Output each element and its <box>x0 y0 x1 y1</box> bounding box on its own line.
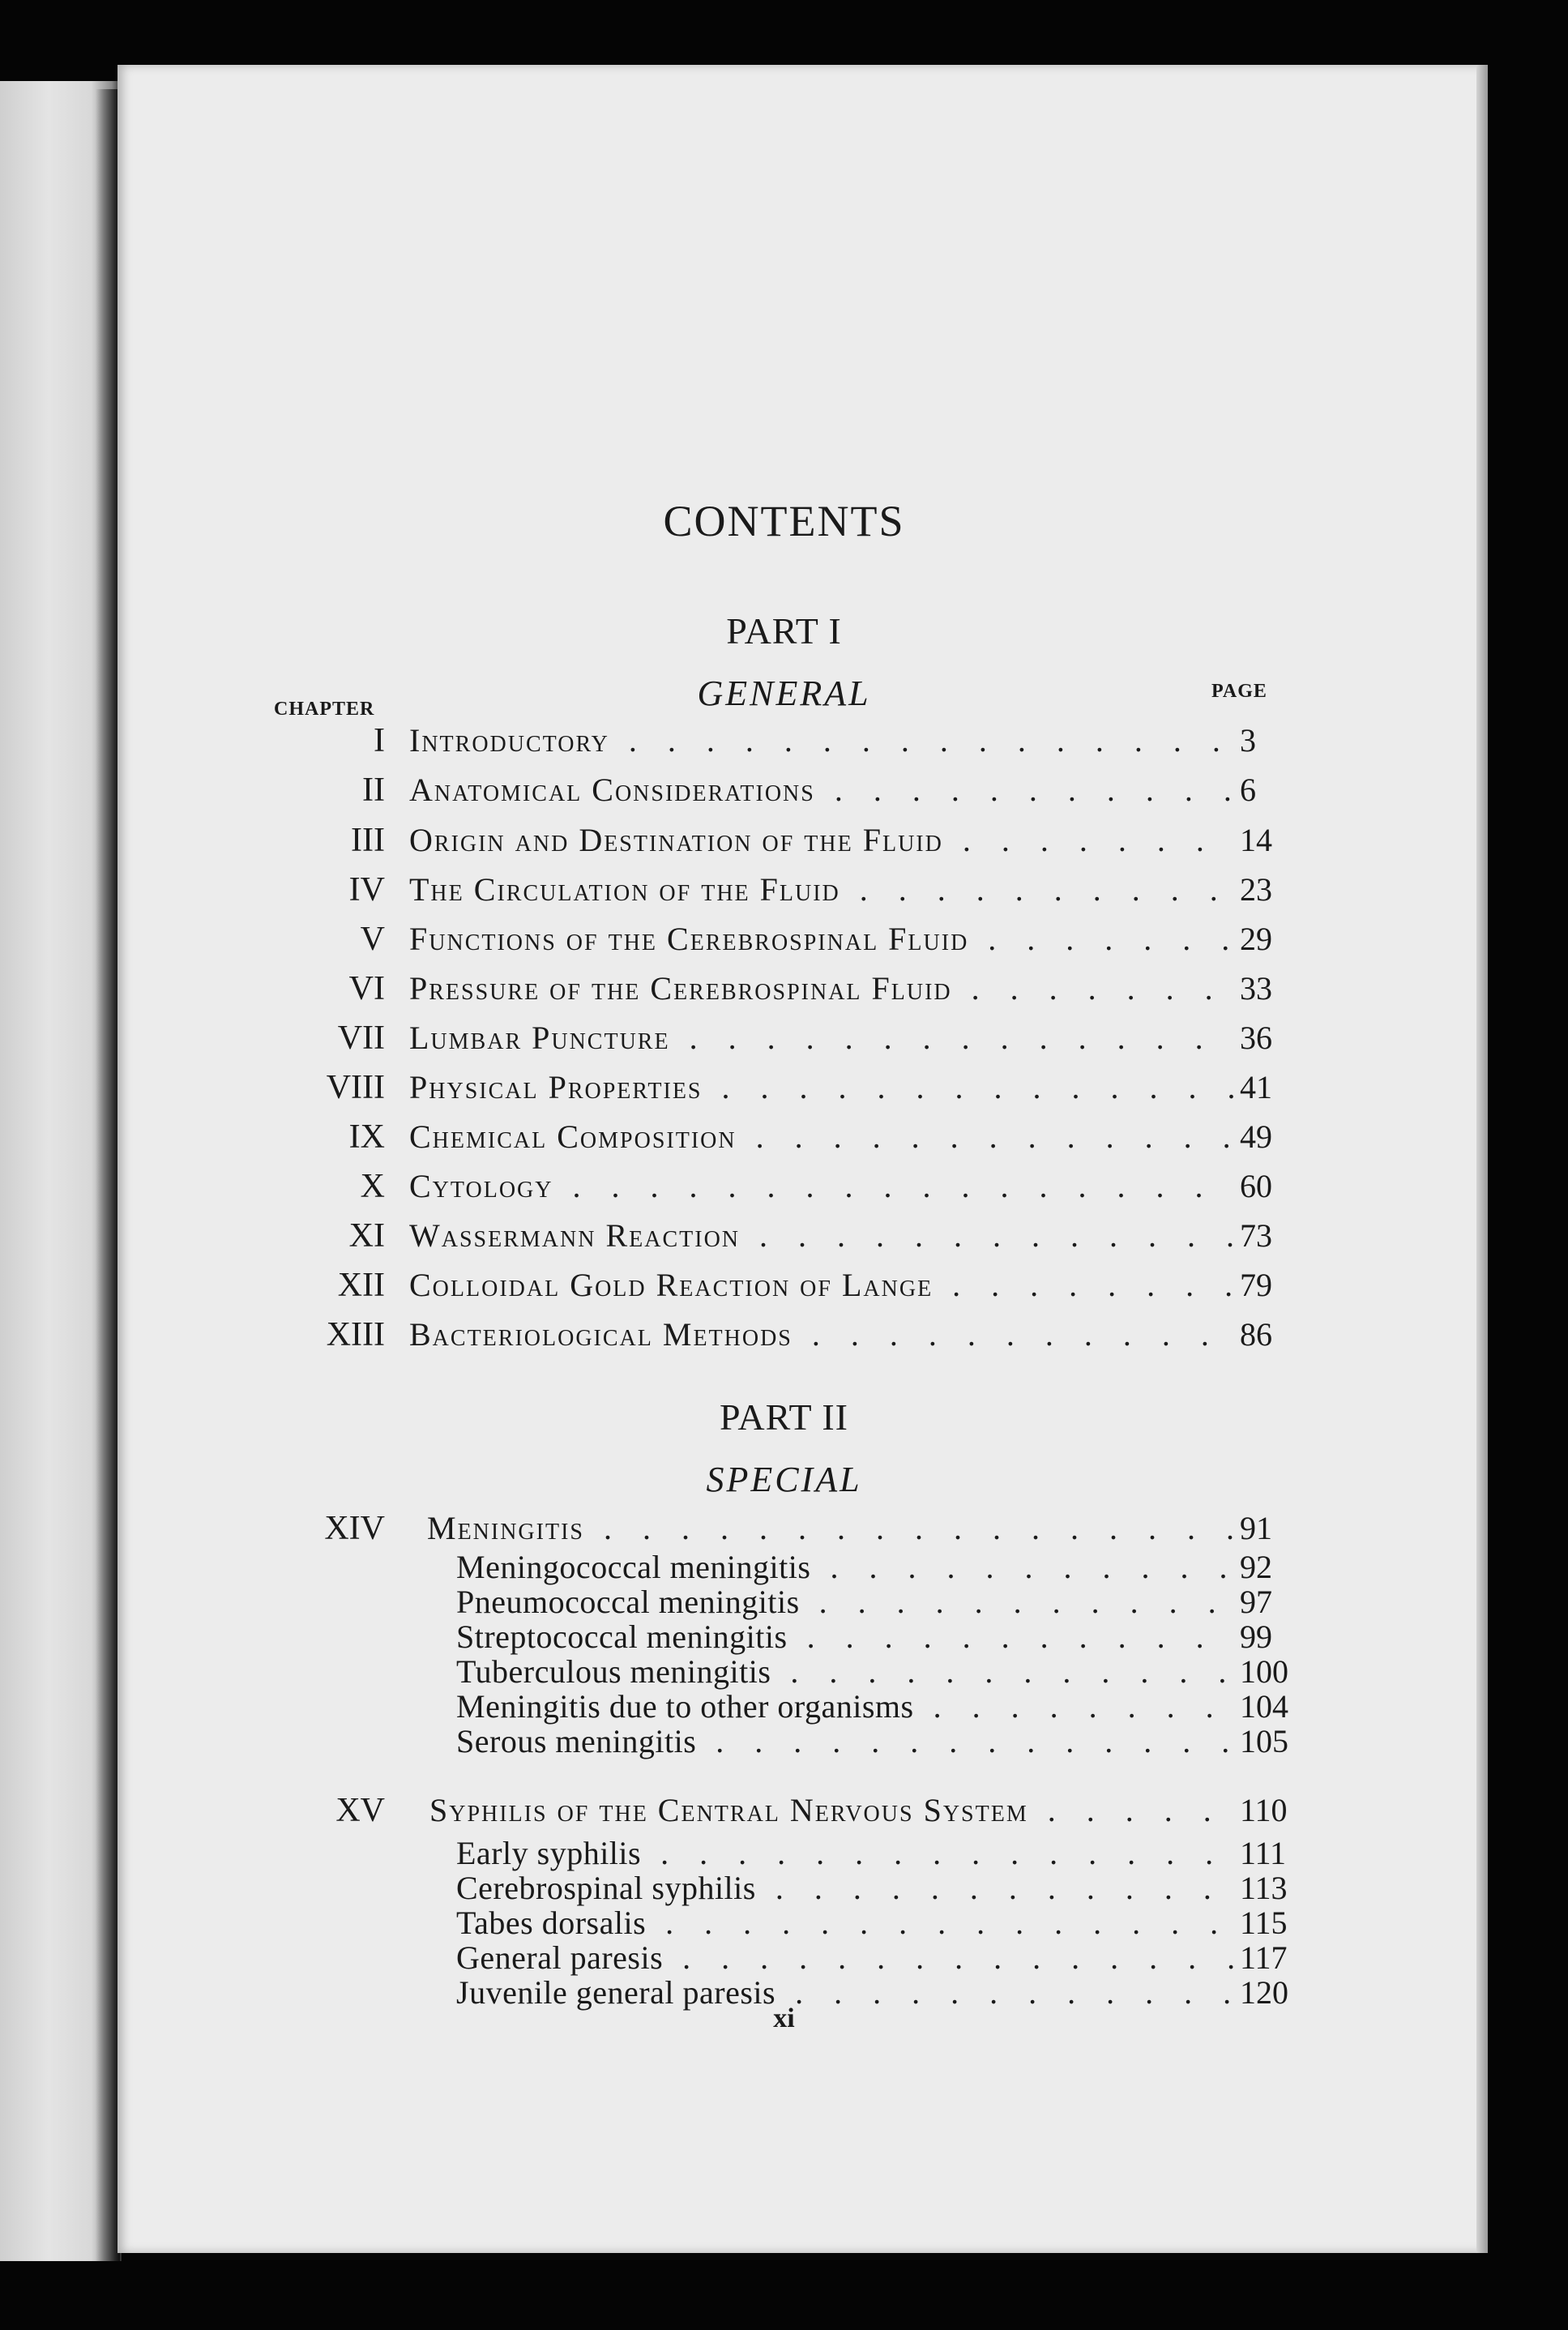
toc-row[interactable] <box>0 771 1568 816</box>
page-number: 104 <box>1240 1688 1288 1725</box>
page-number: 29 <box>1240 921 1272 957</box>
toc-row[interactable] <box>0 721 1568 767</box>
page-number: 33 <box>1240 970 1272 1007</box>
chapter-number: III <box>351 822 385 859</box>
chapter-title: Chemical Composition . . . <box>409 1118 1236 1156</box>
chapter-number: IV <box>348 871 385 908</box>
section-title: Juvenile general paresis . . . <box>456 1973 1236 2011</box>
chapter-title: The Circulation of the Fluid . . . <box>409 870 1236 908</box>
chapter-title: Lumbar Puncture . . . <box>409 1019 1236 1057</box>
toc-row[interactable] <box>0 1791 1568 1836</box>
section-title: Pneumococcal meningitis . . . <box>456 1583 1236 1621</box>
chapter-number: VII <box>337 1020 385 1057</box>
page-number: 92 <box>1240 1549 1272 1585</box>
chapter-number: I <box>374 722 385 759</box>
chapter-title: Cytology . . . <box>409 1167 1236 1205</box>
page-number: 113 <box>1240 1870 1288 1906</box>
chapter-number: V <box>360 921 385 958</box>
chapter-title: Introductory . . . <box>409 721 1236 759</box>
chapter-number: XI <box>348 1217 385 1255</box>
page-number: 41 <box>1240 1069 1272 1105</box>
chapter-title: Wassermann Reaction . . . <box>409 1216 1236 1255</box>
chapter-number: X <box>360 1168 385 1205</box>
section-title: Serous meningitis . . . <box>456 1722 1236 1760</box>
section-title: Meningococcal meningitis . . . <box>456 1548 1236 1586</box>
page-number: 6 <box>1240 772 1256 808</box>
chapter-number: XV <box>335 1792 385 1829</box>
chapter-number: XIII <box>326 1316 385 1353</box>
toc-row[interactable] <box>0 1019 1568 1064</box>
chapter-number: VI <box>348 970 385 1007</box>
toc-row[interactable] <box>0 870 1568 916</box>
page-number: 120 <box>1240 1974 1288 2011</box>
toc-row[interactable] <box>0 969 1568 1015</box>
part-1-heading: PART I <box>726 610 842 652</box>
section-title: Tabes dorsalis . . . <box>456 1904 1236 1942</box>
page-number: 14 <box>1240 822 1272 858</box>
chapter-number: II <box>362 772 385 809</box>
toc-row[interactable] <box>0 1068 1568 1114</box>
page-number: 105 <box>1240 1723 1288 1759</box>
page-number: 110 <box>1240 1792 1288 1828</box>
chapter-title: Origin and Destination of the Fluid . . . <box>409 821 1236 859</box>
page-number: 3 <box>1240 722 1256 759</box>
page-number: 86 <box>1240 1316 1272 1353</box>
section-title: Streptococcal meningitis . . . <box>456 1618 1236 1656</box>
page-number: 73 <box>1240 1217 1272 1254</box>
chapter-number: XII <box>337 1267 385 1304</box>
page-number: 49 <box>1240 1118 1272 1155</box>
page-number: 79 <box>1240 1267 1272 1303</box>
toc-row[interactable] <box>0 1216 1568 1262</box>
chapter-title: Physical Properties . . . <box>409 1068 1236 1106</box>
page-column-label: PAGE <box>1211 681 1267 702</box>
section-title: Meningitis due to other organisms . . . <box>456 1687 1236 1725</box>
section-title: Tuberculous meningitis . . . <box>456 1652 1236 1691</box>
chapter-title: Meningitis . . . <box>427 1509 1236 1547</box>
page-number: 111 <box>1240 1835 1287 1871</box>
page-number: 91 <box>1240 1510 1272 1546</box>
part-1-section-name: GENERAL <box>697 673 871 713</box>
chapter-title: Colloidal Gold Reaction of Lange . . . <box>409 1266 1236 1304</box>
part-2-heading: PART II <box>720 1396 848 1438</box>
chapter-title: Functions of the Cerebrospinal Fluid . . . <box>409 920 1236 958</box>
section-title: General paresis . . . <box>456 1939 1236 1977</box>
toc-row[interactable] <box>0 1167 1568 1212</box>
toc-row[interactable] <box>0 1266 1568 1311</box>
page-number: 115 <box>1240 1905 1288 1941</box>
page-number: 36 <box>1240 1020 1272 1056</box>
page-number: 100 <box>1240 1653 1288 1690</box>
contents-title: CONTENTS <box>663 497 905 545</box>
chapter-number: IX <box>348 1118 385 1156</box>
chapter-title: Anatomical Considerations . . . <box>409 771 1236 809</box>
part-2-section-name: SPECIAL <box>706 1460 862 1499</box>
toc-row[interactable] <box>0 1315 1568 1361</box>
page-number: 23 <box>1240 871 1272 908</box>
page-number: 99 <box>1240 1618 1272 1655</box>
toc-row[interactable] <box>0 821 1568 866</box>
section-title: Cerebrospinal syphilis . . . <box>456 1869 1236 1907</box>
toc-row[interactable] <box>0 920 1568 965</box>
page-number: 60 <box>1240 1168 1272 1204</box>
chapter-number: XIV <box>324 1510 385 1547</box>
section-title: Early syphilis . . . <box>456 1834 1236 1872</box>
chapter-title: Syphilis of the Central Nervous System . . . <box>429 1791 1236 1829</box>
page-folio: xi <box>773 2003 795 2033</box>
page-number: 97 <box>1240 1584 1272 1620</box>
chapter-number: VIII <box>326 1069 385 1106</box>
toc-subrow[interactable] <box>0 1722 1568 1768</box>
page-number: 117 <box>1240 1939 1288 1976</box>
chapter-column-label: CHAPTER <box>274 699 375 720</box>
chapter-title: Bacteriological Methods . . . <box>409 1315 1236 1353</box>
chapter-title: Pressure of the Cerebrospinal Fluid . . . <box>409 969 1236 1007</box>
toc-row[interactable] <box>0 1118 1568 1163</box>
